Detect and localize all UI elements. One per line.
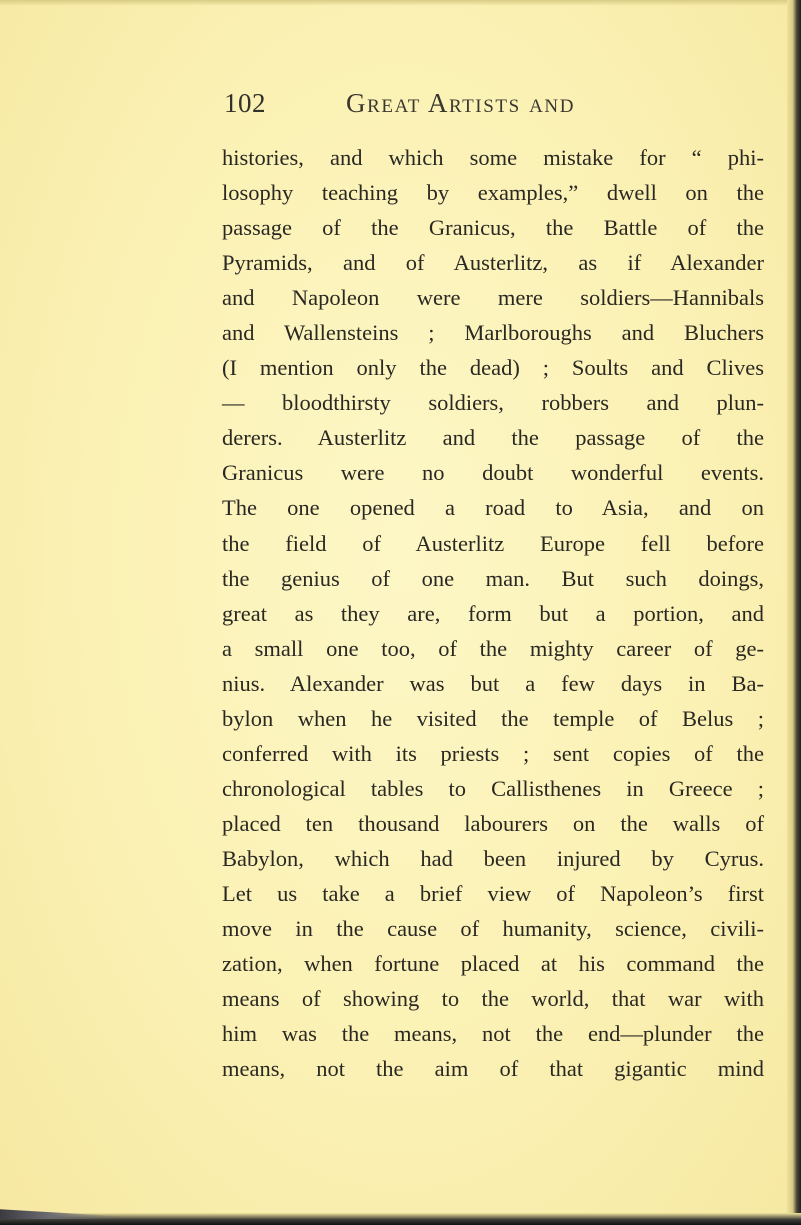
text-line: and Napoleon were mere soldiers—Hannibals — [222, 285, 764, 311]
text-line: move in the cause of humanity, science, civili- — [222, 916, 764, 942]
page-number: 102 — [224, 88, 266, 118]
text-line: losophy teaching by examples,” dwell on the — [222, 180, 764, 206]
text-line: and Wallensteins ; Marlboroughs and Bluchers — [222, 320, 764, 346]
page-top-edge — [0, 0, 801, 6]
text-line: great as they are, form but a portion, and — [222, 600, 764, 626]
text-line: Babylon, which had been injured by Cyrus. — [222, 845, 764, 871]
body-text — [222, 140, 764, 1086]
text-line: him was the means, not the end—plunder the — [222, 1021, 764, 1047]
text-line: derers. Austerlitz and the passage of the — [222, 425, 764, 451]
text-line: placed ten thousand labourers on the walls of — [222, 810, 764, 836]
text-line: passage of the Granicus, the Battle of the — [222, 215, 764, 241]
text-line: conferred with its priests ; sent copies of the — [222, 740, 764, 766]
running-title: Great Artists and — [346, 88, 576, 118]
text-line: nius. Alexander was but a few days in Ba- — [222, 670, 764, 696]
text-line: Let us take a brief view of Napoleon’s first — [222, 880, 764, 906]
text-line: (I mention only the dead) ; Soults and Clives — [222, 355, 764, 381]
text-line: the genius of one man. But such doings, — [222, 565, 764, 591]
page-right-edge — [787, 0, 801, 1225]
page-bottom-edge — [0, 1213, 801, 1225]
text-line: the field of Austerlitz Europe fell before — [222, 530, 764, 556]
text-line: The one opened a road to Asia, and on — [222, 495, 764, 521]
text-line: Granicus were no doubt wonderful events. — [222, 460, 764, 486]
text-line: — bloodthirsty soldiers, robbers and plun- — [222, 390, 764, 416]
text-line: histories, and which some mistake for “ phi- — [222, 145, 764, 170]
text-line: bylon when he visited the temple of Belus ; — [222, 705, 764, 731]
running-head — [224, 82, 744, 132]
text-line: chronological tables to Callisthenes in Greece ; — [222, 775, 764, 801]
page-corner-shadow — [0, 1205, 120, 1219]
text-line: zation, when fortune placed at his command the — [222, 951, 764, 977]
text-line: a small one too, of the mighty career of ge- — [222, 635, 764, 661]
text-line: Pyramids, and of Austerlitz, as if Alexander — [222, 250, 764, 276]
text-line: means, not the aim of that gigantic mind — [222, 1056, 764, 1082]
text-line: means of showing to the world, that war with — [222, 986, 764, 1012]
